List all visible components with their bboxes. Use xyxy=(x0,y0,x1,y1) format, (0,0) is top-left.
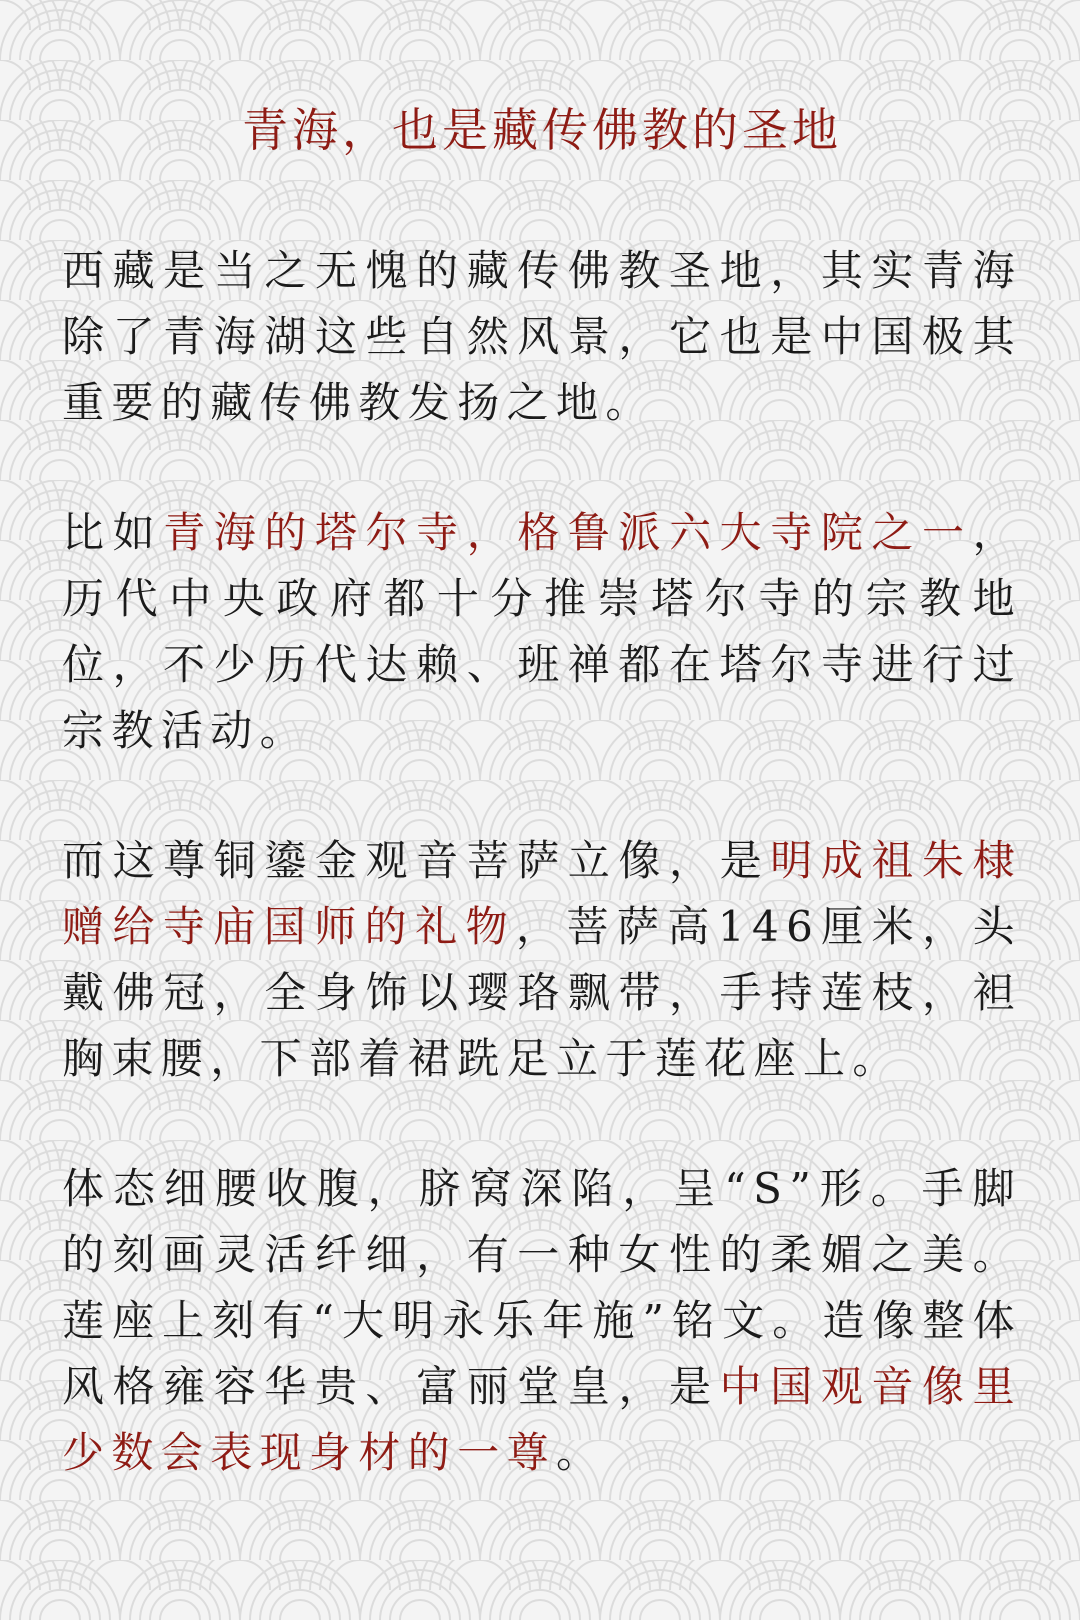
paragraph-4 xyxy=(62,1156,1022,1486)
paragraph-3-highlight: 明成祖朱棣赠给寺庙国师的礼物 xyxy=(62,836,1022,951)
paragraph-3 xyxy=(62,828,1022,1092)
paragraph-4-text: 。 xyxy=(556,1428,606,1477)
paragraph-4-text: 体态细腰收腹，脐窝深陷，呈“S”形。手脚的刻画灵活纤细，有一种女性的柔媚之美。莲座上刻有“大明永乐年施”铭文。造像整体风格雍容华贵、富丽堂皇，是 xyxy=(62,1164,1022,1411)
paragraph-2-highlight: 青海的塔尔寺，格鲁派六大寺院之一 xyxy=(163,508,973,557)
article-title: 青海，也是藏传佛教的圣地 xyxy=(242,103,842,157)
paragraph-1 xyxy=(62,238,1022,436)
paragraph-2-text: 比如 xyxy=(62,508,164,557)
paragraph-2 xyxy=(62,500,1022,764)
paragraph-1-text: 西藏是当之无愧的藏传佛教圣地，其实青海除了青海湖这些自然风景，它也是中国极其重要的藏传佛教发扬之地。 xyxy=(62,246,1022,427)
paragraph-4-highlight: 中国观音像里少数会表现身材的一尊 xyxy=(62,1362,1022,1477)
paragraph-2-text: ，历代中央政府都十分推崇塔尔寺的宗教地位，不少历代达赖、班禅都在塔尔寺进行过宗教活动。 xyxy=(62,508,1022,755)
paragraph-3-text: 而这尊铜鎏金观音菩萨立像，是 xyxy=(62,836,771,885)
paragraph-3-text: ，菩萨高146厘米，头戴佛冠，全身饰以璎珞飘带，手持莲枝，袒胸束腰，下部着裙跣足立于莲花座上。 xyxy=(62,902,1022,1083)
